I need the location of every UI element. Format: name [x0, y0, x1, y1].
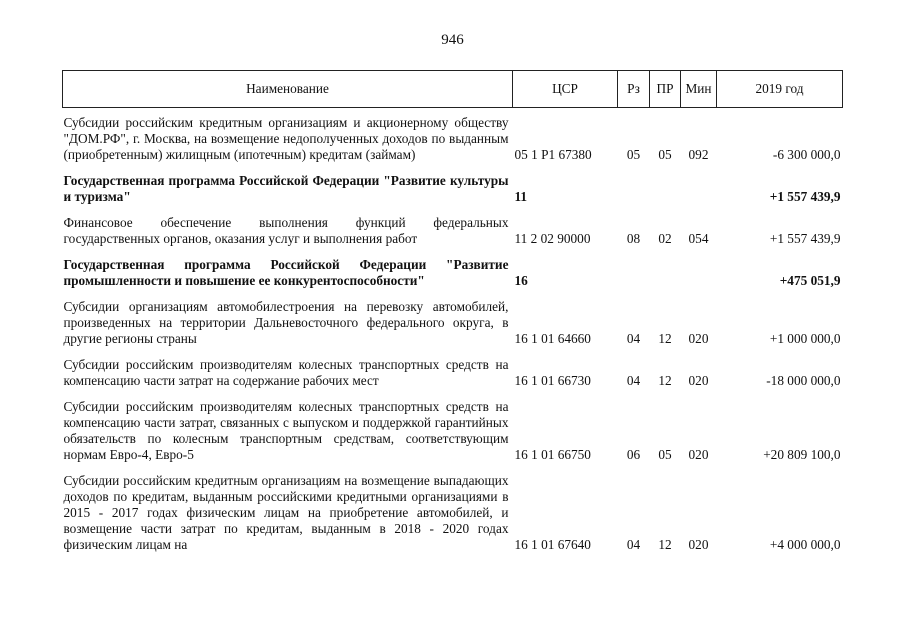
- program-row: [63, 257, 843, 289]
- header-pr: ПР: [650, 71, 681, 108]
- row-csr: 16 1 01 66730: [514, 373, 591, 388]
- row-name: Субсидии российским кредитным организациям и акционерному обществу "ДОМ.РФ", г. Москва, на возмещение недополученных доходов по выданным (приобретенным) жилищным (ипотечным) кредитам (займам): [63, 115, 509, 162]
- row-rz: [618, 173, 650, 205]
- row-rz: [618, 257, 650, 289]
- row-rz: 04: [626, 331, 641, 346]
- table-row: [63, 357, 843, 389]
- row-name: Субсидии организациям автомобилестроения на перевозку автомобилей, произведенных на территории Дальневосточного федерального округа, в другие регионы страны: [63, 299, 509, 346]
- row-rz: 04: [626, 373, 641, 388]
- row-spacer: [63, 108, 843, 116]
- table-row: [63, 299, 843, 347]
- row-min: 092: [688, 147, 709, 162]
- header-min: Мин: [681, 71, 717, 108]
- budget-table-container: [62, 70, 842, 553]
- row-pr: [650, 173, 681, 205]
- row-amount: -18 000 000,0: [766, 373, 841, 388]
- row-spacer: [63, 463, 843, 473]
- row-pr: 12: [658, 537, 672, 552]
- row-csr: 16 1 01 64660: [514, 331, 591, 346]
- row-spacer: [63, 289, 843, 299]
- budget-table: [62, 70, 843, 553]
- row-min: 020: [688, 537, 709, 552]
- row-csr: 11: [514, 189, 528, 204]
- header-row: [63, 71, 843, 108]
- row-rz: 04: [626, 537, 641, 552]
- row-amount: +4 000 000,0: [769, 537, 841, 552]
- row-spacer: [63, 163, 843, 173]
- row-rz: 05: [626, 147, 641, 162]
- row-rz: 08: [626, 231, 641, 246]
- table-header: [63, 71, 843, 108]
- row-pr: 05: [658, 147, 672, 162]
- header-name: Наименование: [63, 71, 513, 108]
- table-row: [63, 115, 843, 163]
- row-spacer: [63, 347, 843, 357]
- row-pr: 05: [658, 447, 672, 462]
- row-amount: +1 557 439,9: [769, 231, 841, 246]
- row-csr: 11 2 02 90000: [514, 231, 591, 246]
- row-csr: 05 1 P1 67380: [514, 147, 592, 162]
- row-min: 020: [688, 373, 709, 388]
- row-spacer: [63, 389, 843, 399]
- row-name: Субсидии российским производителям колесных транспортных средств на компенсацию части затрат на содержание рабочих мест: [63, 357, 509, 388]
- row-min: 020: [688, 447, 709, 462]
- row-pr: 02: [658, 231, 672, 246]
- page-number: 946: [441, 32, 464, 48]
- row-csr: 16 1 01 67640: [514, 537, 591, 552]
- row-csr: 16 1 01 66750: [514, 447, 591, 462]
- header-year: 2019 год: [717, 71, 843, 108]
- row-csr: 16: [514, 273, 528, 288]
- row-min: [681, 173, 717, 205]
- row-pr: [650, 257, 681, 289]
- row-spacer: [63, 205, 843, 215]
- table-body: [63, 108, 843, 554]
- row-pr: 12: [658, 373, 672, 388]
- row-amount: -6 300 000,0: [772, 147, 841, 162]
- table-row: [63, 215, 843, 247]
- row-name: Финансовое обеспечение выполнения функций федеральных государственных органов, оказания услуг и выполнения работ: [63, 215, 509, 246]
- header-rz: Рз: [618, 71, 650, 108]
- row-name: Субсидии российским кредитным организациям на возмещение выпадающих доходов по кредитам, выданным российскими кредитными организациями в 2015 - 2017 годах физическим лицам на приобретение автомобилей, и возмещение части затрат по кредитам, выданным в 2018 - 2020 годах физическим лицам на: [63, 473, 509, 552]
- row-amount: +1 000 000,0: [769, 331, 841, 346]
- row-name: Государственная программа Российской Федерации "Развитие культуры и туризма": [63, 173, 509, 204]
- row-name: Субсидии российским производителям колесных транспортных средств на компенсацию части затрат, связанных с выпуском и поддержкой гарантийных обязательств по колесным транспортным средствам, соответствующим нормам Евро-4, Евро-5: [63, 399, 509, 462]
- table-row: [63, 399, 843, 463]
- row-min: 054: [688, 231, 709, 246]
- table-row: [63, 473, 843, 553]
- row-min: 020: [688, 331, 709, 346]
- row-spacer: [63, 247, 843, 257]
- header-csr: ЦСР: [513, 71, 618, 108]
- row-rz: 06: [626, 447, 641, 462]
- row-amount: +1 557 439,9: [769, 189, 841, 204]
- row-amount: +475 051,9: [779, 273, 841, 288]
- row-amount: +20 809 100,0: [763, 447, 841, 462]
- row-name: Государственная программа Российской Федерации "Развитие промышленности и повышение ее конкурентоспособности": [63, 257, 509, 288]
- row-pr: 12: [658, 331, 672, 346]
- row-min: [681, 257, 717, 289]
- program-row: [63, 173, 843, 205]
